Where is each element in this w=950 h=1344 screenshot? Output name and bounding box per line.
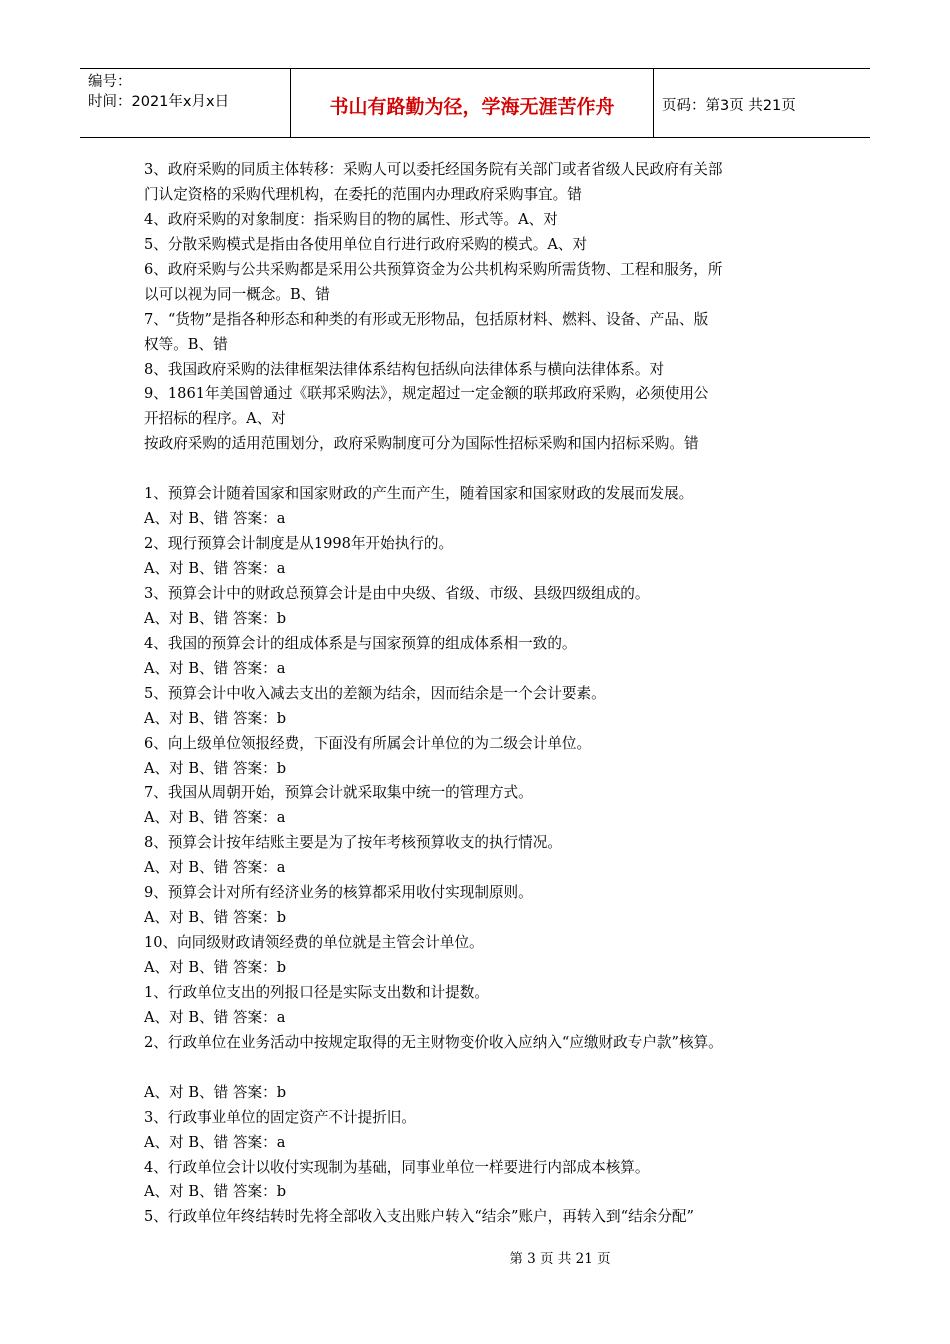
text-line: 4、政府采购的对象制度：指采购目的物的属性、形式等。A、对 — [144, 210, 558, 228]
text-line: 9、预算会计对所有经济业务的核算都采用收付实现制原则。 — [144, 884, 533, 902]
header-motto: 书山有路勤为径，学海无涯苦作舟 — [291, 69, 654, 137]
page-footer: 第 3 页 共 21 页 — [509, 1251, 611, 1267]
time-label: 时间：2021年x月x日 — [88, 94, 230, 110]
text-line: 6、向上级单位领报经费，下面没有所属会计单位的为二级会计单位。 — [144, 734, 592, 752]
text-line: 按政府采购的适用范围划分，政府采购制度可分为国际性招标采购和国内招标采购。错 — [144, 435, 699, 453]
text-line: A、对 B、错 答案：a — [144, 510, 286, 528]
text-line: A、对 B、错 答案：b — [144, 1083, 287, 1101]
text-line: 开招标的程序。A、对 — [144, 410, 286, 428]
text-line: A、对 B、错 答案：a — [144, 859, 286, 877]
text-line: A、对 B、错 答案：a — [144, 1008, 286, 1026]
text-line: A、对 B、错 答案：b — [144, 959, 287, 976]
text-line: 1、预算会计随着国家和国家财政的产生而产生，随着国家和国家财政的发展而发展。 — [144, 485, 694, 503]
page-header — [80, 68, 870, 138]
text-line: 4、行政单位会计以收付实现制为基础，同事业单位一样要进行内部成本核算。 — [144, 1158, 650, 1176]
text-line: A、对 B、错 答案：b — [144, 1183, 287, 1201]
text-line: 10、向同级财政请领经费的单位就是主管会计单位。 — [144, 934, 484, 952]
text-line: 8、预算会计按年结账主要是为了按年考核预算收支的执行情况。 — [144, 834, 562, 852]
text-line: 9、1861年美国曾通过《联邦采购法》，规定超过一定金额的联邦政府采购，必须使用公 — [144, 385, 709, 403]
text-line: A、对 B、错 答案：b — [144, 909, 287, 927]
text-line: 5、分散采购模式是指由各使用单位自行进行政府采购的模式。A、对 — [144, 235, 588, 253]
text-line: 7、我国从周朝开始，预算会计就采取集中统一的管理方式。 — [144, 784, 533, 802]
text-line: A、对 B、错 答案：a — [144, 560, 286, 577]
text-line: 7、“货物”是指各种形态和种类的有形或无形物品，包括原材料、燃料、设备、产品、版 — [144, 310, 709, 328]
number-label: 编号： — [88, 74, 132, 90]
text-line: 3、政府采购的同质主体转移：采购人可以委托经国务院有关部门或者省级人民政府有关部 — [144, 161, 723, 178]
text-line: 5、行政单位年终结转时先将全部收入支出账户转入“结余”账户，再转入到“结余分配” — [144, 1208, 694, 1226]
text-line: A、对 B、错 答案：a — [144, 809, 286, 827]
text-line: 权等。B、错 — [144, 335, 228, 353]
document-body — [144, 158, 824, 1230]
text-line: 8、我国政府采购的法律框架法律体系结构包括纵向法律体系与横向法律体系。对 — [144, 360, 665, 378]
text-line: A、对 B、错 答案：b — [144, 709, 287, 727]
text-line: 以可以视为同一概念。B、错 — [144, 285, 330, 303]
text-line: 5、预算会计中收入减去支出的差额为结余，因而结余是一个会计要素。 — [144, 684, 606, 702]
header-page-info: 页码：第3页 共21页 — [662, 97, 796, 114]
text-line — [144, 1056, 824, 1081]
text-line: 3、行政事业单位的固定资产不计提折旧。 — [144, 1108, 416, 1126]
text-line: 6、政府采购与公共采购都是采用公共预算资金为公共机构采购所需货物、工程和服务，所 — [144, 260, 723, 278]
text-line: 3、预算会计中的财政总预算会计是由中央级、省级、市级、县级四级组成的。 — [144, 584, 650, 602]
text-line: 2、现行预算会计制度是从1998年开始执行的。 — [144, 535, 454, 553]
text-line: A、对 B、错 答案：a — [144, 659, 286, 677]
text-line: A、对 B、错 答案：a — [144, 1133, 286, 1151]
text-line: 4、我国的预算会计的组成体系是与国家预算的组成体系相一致的。 — [144, 634, 577, 652]
text-line: A、对 B、错 答案：b — [144, 759, 287, 777]
text-line: 1、行政单位支出的列报口径是实际支出数和计提数。 — [144, 983, 489, 1001]
text-line: 门认定资格的采购代理机构，在委托的范围内办理政府采购事宜。错 — [144, 185, 582, 203]
text-line: 2、行政单位在业务活动中按规定取得的无主财物变价收入应纳入“应缴财政专户款”核算。 — [144, 1033, 723, 1051]
header-meta — [80, 69, 291, 137]
text-line: A、对 B、错 答案：b — [144, 609, 287, 627]
text-line — [144, 457, 824, 482]
